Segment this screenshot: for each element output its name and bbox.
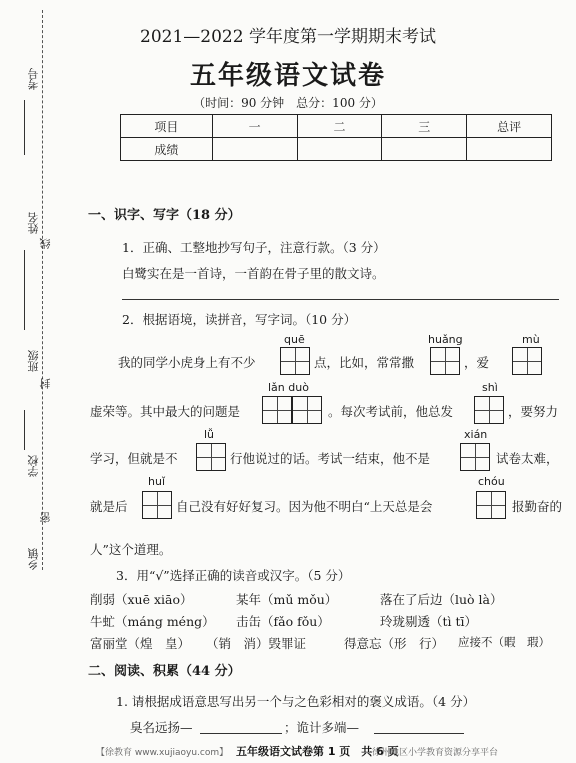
sidebar-label-secret: 密 — [39, 512, 52, 523]
q2-line3-c: 试卷太难， — [496, 451, 559, 466]
q2-line2-a: 虚荣等。其中最大的问题是 — [90, 404, 241, 419]
answer-blank-1[interactable] — [200, 733, 282, 734]
question-1-3: 3．用“√”选择正确的读音或汉字。（5 分） — [116, 568, 351, 583]
pinyin-que: quē — [284, 333, 305, 346]
score-table-header-total: 总评 — [467, 115, 552, 138]
tian-box-hui[interactable] — [142, 491, 172, 519]
q3-item-4[interactable]: 牛虻（máng méng） — [90, 614, 215, 629]
score-table — [120, 114, 552, 161]
tian-box-chou[interactable] — [476, 491, 506, 519]
tian-box-mu[interactable] — [512, 347, 542, 375]
q2-1-a: 臭名远扬— — [130, 720, 193, 735]
tian-box-shi[interactable] — [474, 396, 504, 424]
question-1-1-sentence: 白鹭实在是一首诗，一首韵在骨子里的散文诗。 — [122, 266, 385, 281]
q2-line2-b: 。每次考试前，他总发 — [328, 404, 454, 419]
q3-item-3[interactable]: 落在了后边（luò là） — [380, 592, 503, 607]
sidebar-label-seal: 封 — [39, 378, 52, 389]
copy-writing-line[interactable] — [122, 299, 559, 300]
tian-box-que[interactable] — [280, 347, 310, 375]
q2-line1-c: ，爱 — [464, 355, 490, 370]
sidebar-label-line: 线 — [39, 238, 52, 249]
pinyin-xian: xián — [464, 428, 488, 441]
q2-line4-b: 自己没有好好复习。因为他不明白“上天总是会 — [176, 499, 433, 514]
score-table-header-item: 项目 — [121, 115, 213, 138]
q2-line5: 人”这个道理。 — [90, 542, 172, 557]
tian-box-huang[interactable] — [430, 347, 460, 375]
q3-item-5[interactable]: 击缶（fǎo fǒu） — [236, 614, 330, 629]
tian-box-duo[interactable] — [292, 396, 322, 424]
question-1-1: 1．正确、工整地抄写句子，注意行款。（3 分） — [122, 240, 386, 255]
score-table-row-label: 成绩 — [121, 138, 213, 161]
score-cell-2[interactable] — [297, 138, 382, 161]
sidebar-label-school: 学校 — [27, 455, 40, 477]
tian-box-lan[interactable] — [262, 396, 292, 424]
score-table-header-1: 一 — [212, 115, 297, 138]
q3-item-10[interactable]: 应接不（暇 瑕） — [458, 635, 550, 649]
sidebar-label-name: 姓名 — [27, 212, 40, 234]
tian-box-xian[interactable] — [460, 443, 490, 471]
pinyin-huang: huǎng — [428, 333, 463, 346]
q2-line4-a: 就是后 — [90, 499, 128, 514]
q2-line2-c: ，要努力 — [508, 404, 559, 419]
paper-title: 五年级语文试卷 — [189, 61, 386, 91]
time-info: （时间：90 分钟 总分：100 分） — [193, 96, 383, 110]
score-cell-3[interactable] — [382, 138, 467, 161]
q3-item-2[interactable]: 某年（mǔ mǒu） — [236, 592, 338, 607]
pinyin-shi: shì — [482, 381, 498, 394]
score-cell-total[interactable] — [467, 138, 552, 161]
q3-item-9[interactable]: 得意忘（形 行） — [344, 636, 445, 651]
section1-title: 一、识字、写字（18 分） — [88, 208, 241, 223]
sidebar-label-class: 班级 — [27, 350, 40, 372]
sidebar-label-exam-number: 考号 — [27, 68, 40, 90]
q2-line3-b: 行他说过的话。考试一结束，他不是 — [230, 451, 431, 466]
q3-item-7[interactable]: 富丽堂（煌 皇） — [90, 636, 191, 651]
pinyin-landuo: lǎn duò — [268, 381, 309, 394]
footer-page-number: 五年级语文试卷第 1 页 共 6 页 — [236, 745, 399, 758]
sidebar-label-town: 乡镇 — [27, 548, 40, 570]
q2-line1-a: 我的同学小虎身上有不少 — [118, 355, 256, 370]
answer-blank-2[interactable] — [374, 733, 464, 734]
q3-item-8[interactable]: （销 消）毁罪证 — [206, 636, 307, 651]
tian-box-lu[interactable] — [196, 443, 226, 471]
footer-left: 【徐教育 www.xujiaoyu.com】 — [96, 748, 229, 758]
pinyin-mu: mù — [522, 333, 540, 346]
question-1-2: 2．根据语境，读拼音，写字词。（10 分） — [122, 312, 357, 327]
q3-item-6[interactable]: 玲珑剔透（tì tī） — [380, 614, 478, 629]
score-table-header-3: 三 — [382, 115, 467, 138]
footer-right: 徐州地区小学教育资源分享平台 — [372, 748, 499, 758]
exam-title: 2021—2022 学年度第一学期期末考试 — [140, 27, 436, 47]
question-2-1: 1. 请根据成语意思写出另一个与之色彩相对的褒义成语。（4 分） — [116, 694, 476, 709]
q2-line4-c: 报勤奋的 — [512, 499, 563, 514]
score-cell-1[interactable] — [212, 138, 297, 161]
q2-1-b: ；诡计多端— — [284, 720, 360, 735]
score-table-header-2: 二 — [297, 115, 382, 138]
school-blank[interactable] — [24, 410, 25, 450]
pinyin-lu: lǚ — [204, 428, 215, 441]
q3-item-1[interactable]: 削弱（xuē xiāo） — [90, 592, 193, 607]
q2-line3-a: 学习，但就是不 — [90, 451, 178, 466]
pinyin-chou: chóu — [478, 475, 505, 488]
section2-title: 二、阅读、积累（44 分） — [88, 664, 241, 679]
name-blank[interactable] — [24, 250, 25, 330]
q2-line1-b: 点，比如，常常撒 — [314, 355, 415, 370]
pinyin-hui: huǐ — [148, 475, 165, 488]
